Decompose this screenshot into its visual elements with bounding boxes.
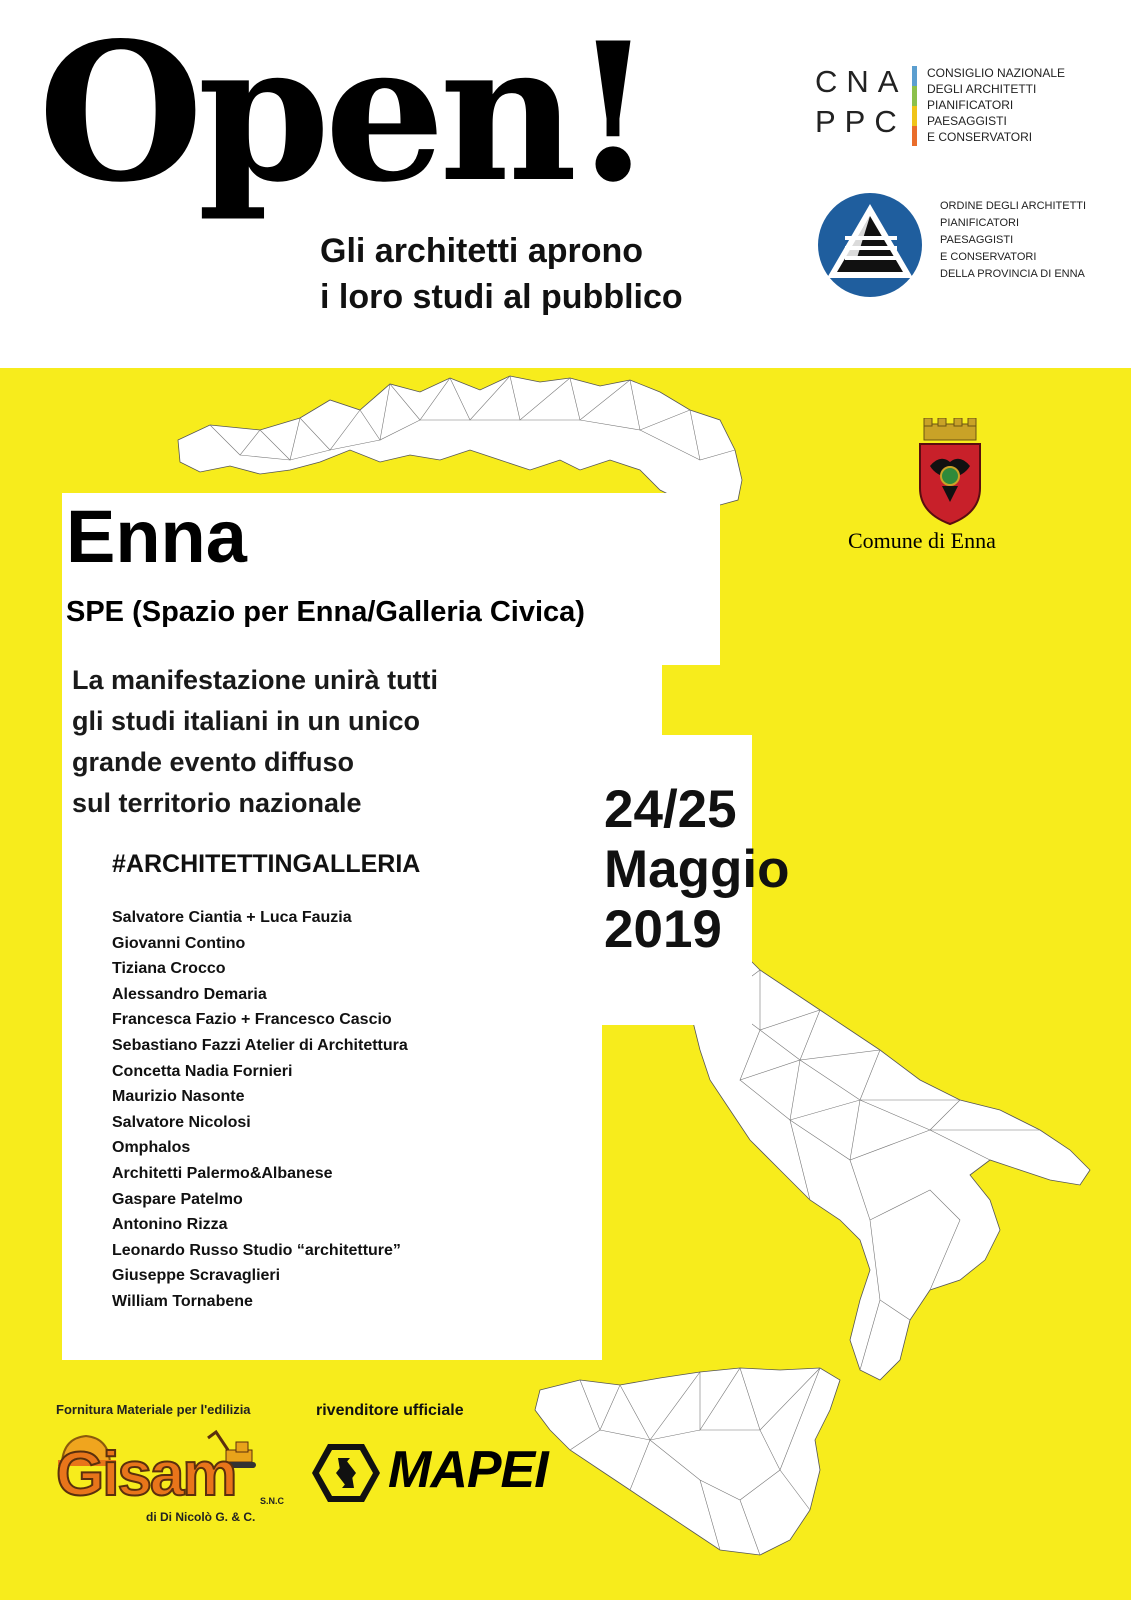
open-subtitle [320,228,683,320]
cnappc-letters-line-2: PPC [815,104,906,139]
participant-item: Giovanni Contino [112,934,246,952]
participant-item: Sebastiano Fazzi Atelier di Architettura [112,1036,408,1054]
ordine-text-line: PIANIFICATORI [940,217,1020,229]
event-hashtag: #ARCHITETTINGALLERIA [112,850,421,878]
participant-item: Salvatore Ciantia + Luca Fauzia [112,909,352,926]
gisam-snc: S.N.C [260,1496,285,1506]
ordine-logo [815,190,1115,310]
subtitle-line-1: Gli architetti aprono [320,232,644,270]
participants-list [112,905,408,1315]
city-title: Enna [66,495,247,578]
date-month: Maggio [604,840,790,899]
participant-item: Giuseppe Scravaglieri [112,1267,281,1285]
cnappc-letters [815,62,907,142]
date-days: 24/25 [604,780,737,839]
date-year: 2019 [604,900,722,959]
participant-item: Omphalos [112,1139,191,1157]
participant-item: Francesca Fazio + Francesco Cascio [112,1011,392,1029]
cnappc-text-line: PAESAGGISTI [927,114,1007,128]
ordine-text-line: DELLA PROVINCIA DI ENNA [940,268,1085,280]
cnappc-text-line: E CONSERVATORI [927,130,1033,144]
description-line: grande evento diffuso [72,747,355,777]
comune-crest-icon [910,418,990,528]
cnappc-color-bar [912,66,917,146]
comune-label: Comune di Enna [848,528,996,553]
participant-item: Tiziana Crocco [112,960,226,978]
participant-item: Antonino Rizza [112,1216,228,1234]
participant-item: Salvatore Nicolosi [112,1113,251,1131]
gisam-tagline: Fornitura Materiale per l'edilizia [56,1402,251,1417]
participant-item: William Tornabene [112,1292,253,1310]
description-line: La manifestazione unirà tutti [72,665,439,695]
ordine-text-line: ORDINE DEGLI ARCHITETTI [940,200,1087,212]
cnappc-text-line: CONSIGLIO NAZIONALE [927,66,1066,80]
mapei-label: rivenditore ufficiale [316,1402,464,1419]
gisam-logo [56,1402,296,1522]
description-line: sul territorio nazionale [72,788,362,818]
participant-item: Alessandro Demaria [112,985,267,1003]
ordine-text-line: E CONSERVATORI [940,251,1037,263]
cnappc-logo [815,62,1115,152]
mapei-logo [310,1402,570,1512]
cnappc-text-line: PIANIFICATORI [927,98,1014,112]
participant-item: Gaspare Patelmo [112,1190,243,1208]
ordine-name [940,198,1086,283]
gisam-owner: di Di Nicolò G. & C. [146,1510,256,1524]
cnappc-letters-line-1: CNA [815,64,908,99]
participant-item: Concetta Nadia Fornieri [112,1062,293,1080]
event-description [72,660,438,824]
cnappc-text-line: DEGLI ARCHITETTI [927,82,1037,96]
participant-item: Maurizio Nasonte [112,1088,245,1106]
open-title: Open! [38,1,649,224]
mapei-emblem-icon [310,1442,382,1504]
event-date [604,780,789,960]
description-line: gli studi italiani in un unico [72,706,420,736]
participant-item: Architetti Palermo&Albanese [112,1164,333,1182]
mapei-name: MAPEI [388,1441,548,1499]
ordine-text-line: PAESAGGISTI [940,234,1014,246]
ordine-emblem-icon [815,190,925,300]
subtitle-line-2: i loro studi al pubblico [320,278,683,316]
cnappc-name [927,65,1065,145]
comune-logo [848,418,1048,558]
participant-item: Leonardo Russo Studio “architetture” [112,1241,401,1259]
gisam-name: Gisam [56,1440,236,1509]
venue-name: SPE (Spazio per Enna/Galleria Civica) [66,596,585,628]
